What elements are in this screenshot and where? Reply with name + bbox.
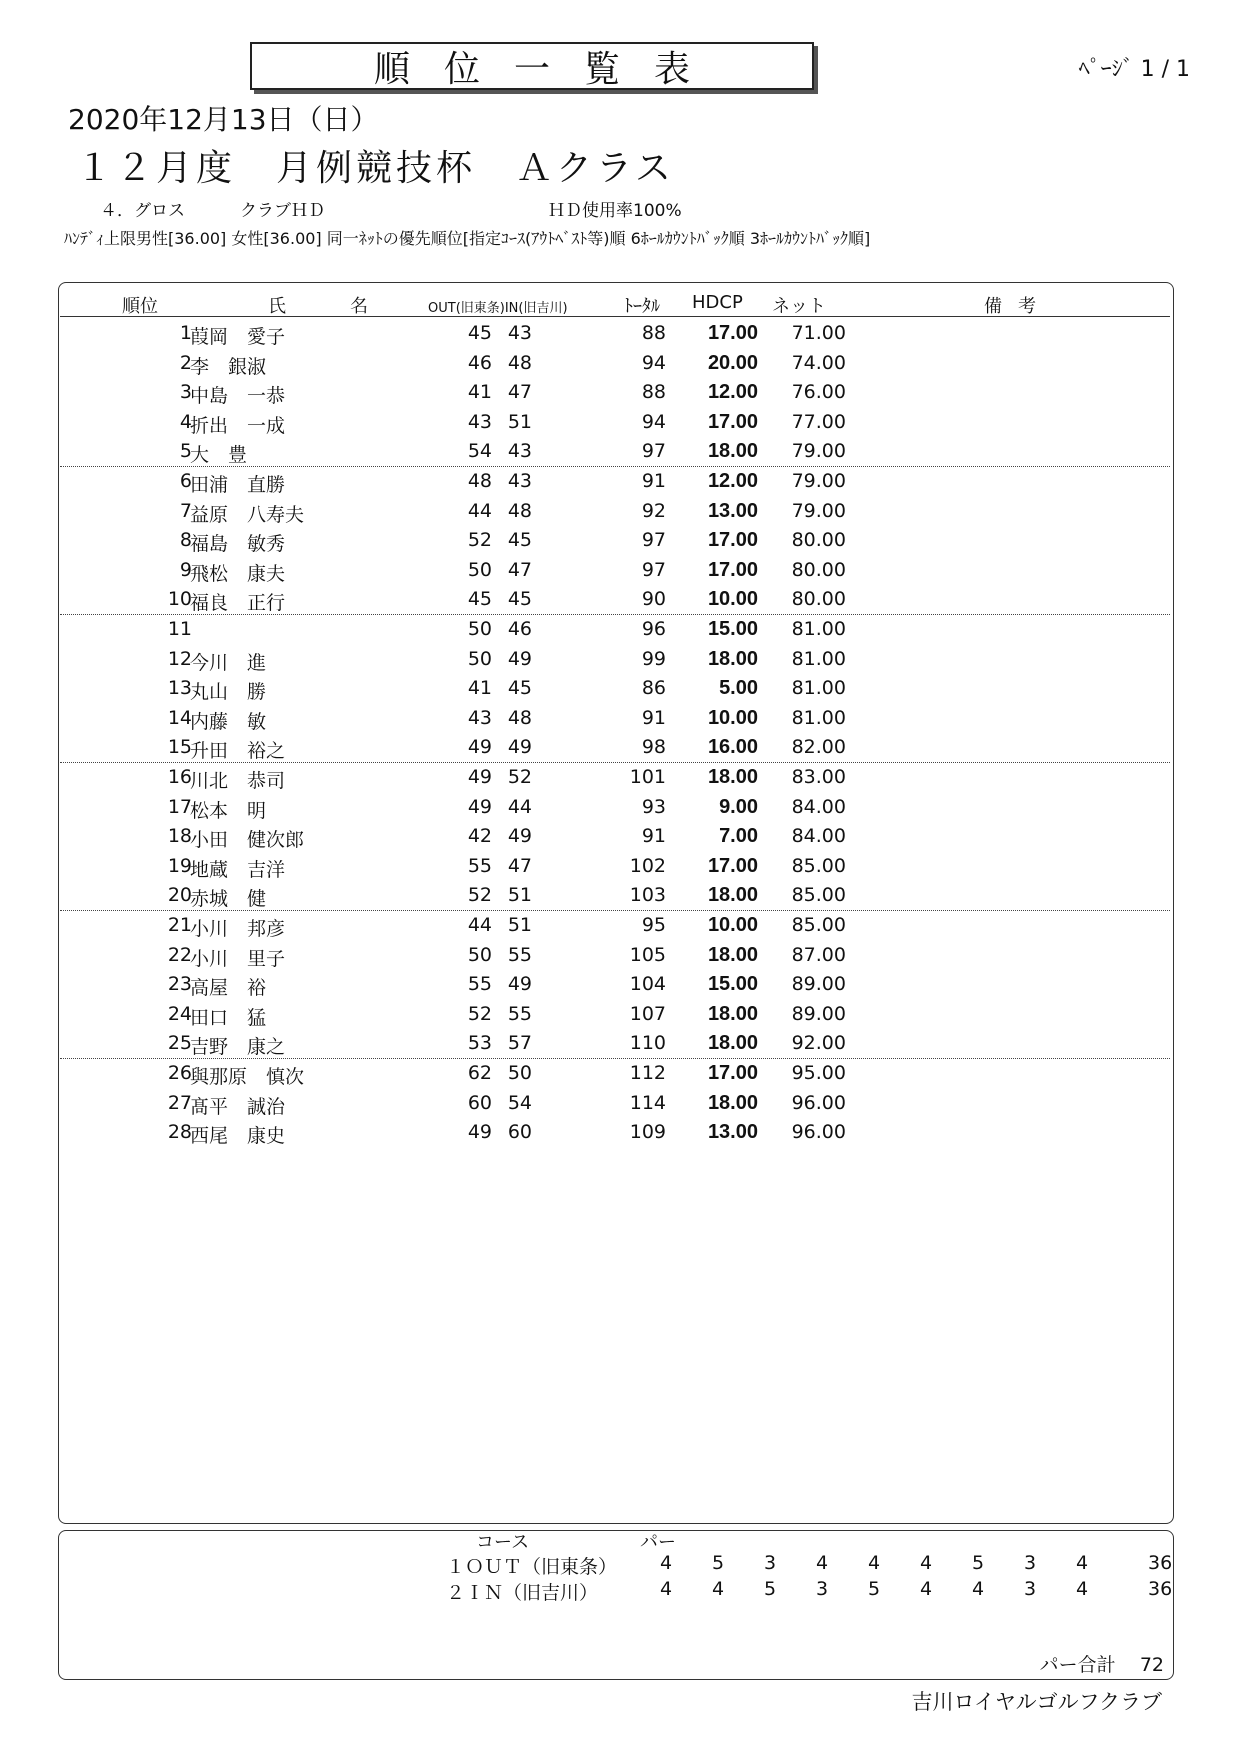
hdcp-value: 18.00 xyxy=(707,943,758,966)
table-row xyxy=(60,584,1170,614)
total-score: 104 xyxy=(629,973,666,996)
hole-par: 4 xyxy=(1076,1552,1089,1574)
player-name: 高屋 裕 xyxy=(190,977,267,1000)
rank-cell: 10 xyxy=(167,588,192,611)
table-row xyxy=(60,436,1170,466)
out-score: 50 xyxy=(467,943,492,966)
hdcp-value: 17.00 xyxy=(707,322,758,344)
hdcp-value: 20.00 xyxy=(707,351,758,374)
in-score: 47 xyxy=(507,558,532,581)
header-name-2: 名 xyxy=(350,296,368,317)
net-score: 84.00 xyxy=(791,795,846,818)
out-score: 50 xyxy=(467,647,492,670)
hdcp-value: 15.00 xyxy=(707,618,758,640)
player-name: 地蔵 吉洋 xyxy=(190,858,286,881)
net-score: 79.00 xyxy=(791,440,846,463)
hdcp-value: 15.00 xyxy=(707,973,758,996)
header-out-in: OUT(旧東条)IN(旧吉川) xyxy=(428,301,568,316)
net-score: 96.00 xyxy=(791,1091,846,1114)
hdcp-value: 17.00 xyxy=(707,1062,758,1084)
total-score: 98 xyxy=(641,736,666,759)
table-row xyxy=(60,910,1170,940)
rank-cell: 11 xyxy=(167,618,192,640)
in-score: 50 xyxy=(507,1062,532,1084)
total-score: 97 xyxy=(641,558,666,581)
out-score: 49 xyxy=(467,766,492,788)
hdcp-value: 17.00 xyxy=(707,854,758,877)
net-score: 89.00 xyxy=(791,1002,846,1025)
table-row xyxy=(60,1117,1170,1147)
out-score: 54 xyxy=(467,440,492,463)
player-name: 李 銀淑 xyxy=(190,355,267,378)
par-header: パー xyxy=(640,1532,676,1553)
hole-par: 4 xyxy=(712,1578,725,1600)
out-score: 52 xyxy=(467,1002,492,1025)
out-score: 41 xyxy=(467,381,492,404)
player-name: 升田 裕之 xyxy=(190,740,286,763)
in-score: 52 xyxy=(507,766,532,788)
player-name: 小川 里子 xyxy=(190,947,286,970)
net-score: 81.00 xyxy=(791,677,846,700)
total-score: 97 xyxy=(641,529,666,552)
total-score: 110 xyxy=(629,1032,666,1055)
rank-cell: 16 xyxy=(167,766,192,788)
tiebreak-rule: ﾊﾝﾃﾞｨ上限男性[36.00] 女性[36.00] 同一ﾈｯﾄの優先順位[指定ｺｰｽ(ｱｳﾄﾍﾞｽﾄ等)順 6ﾎｰﾙｶｳﾝﾄﾊﾞｯｸ順 3ﾎｰﾙｶｳﾝﾄﾊﾞｯｸ順] xyxy=(64,229,871,248)
table-row xyxy=(60,940,1170,970)
table-row xyxy=(60,851,1170,881)
in-score: 49 xyxy=(507,647,532,670)
in-score: 47 xyxy=(507,381,532,404)
total-score: 91 xyxy=(641,470,666,492)
rank-cell: 14 xyxy=(167,706,192,729)
rank-cell: 21 xyxy=(167,914,192,936)
hole-par: 3 xyxy=(764,1552,777,1574)
in-score: 45 xyxy=(507,677,532,700)
rank-cell: 2 xyxy=(179,351,192,374)
scoring-method: ４．グロス xyxy=(100,201,185,221)
net-score: 81.00 xyxy=(791,706,846,729)
total-score: 112 xyxy=(629,1062,666,1084)
net-score: 87.00 xyxy=(791,943,846,966)
net-score: 84.00 xyxy=(791,825,846,848)
hole-par: 3 xyxy=(1024,1578,1037,1600)
course-row xyxy=(60,1578,1173,1608)
page-number: ﾍﾟｰｼﾞ 1 / 1 xyxy=(1078,57,1190,82)
table-row xyxy=(60,673,1170,703)
header-remarks-2: 考 xyxy=(1018,296,1036,317)
out-score: 44 xyxy=(467,499,492,522)
hdcp-value: 17.00 xyxy=(707,410,758,433)
total-score: 102 xyxy=(629,854,666,877)
total-score: 86 xyxy=(641,677,666,700)
hdcp-value: 18.00 xyxy=(707,884,758,907)
title-box xyxy=(250,42,814,90)
player-name: 赤城 健 xyxy=(190,888,267,911)
table-row xyxy=(60,377,1170,407)
table-row xyxy=(60,525,1170,555)
player-name: 今川 進 xyxy=(190,651,267,674)
hdcp-value: 18.00 xyxy=(707,1091,758,1114)
rank-cell: 19 xyxy=(167,854,192,877)
in-score: 55 xyxy=(507,1002,532,1025)
in-score: 45 xyxy=(507,588,532,611)
net-score: 85.00 xyxy=(791,884,846,907)
out-score: 52 xyxy=(467,884,492,907)
table-row xyxy=(60,880,1170,910)
table-row xyxy=(60,644,1170,674)
hole-par: 5 xyxy=(868,1578,881,1600)
total-score: 105 xyxy=(629,943,666,966)
course-par-total: 36 xyxy=(1148,1578,1173,1600)
net-score: 79.00 xyxy=(791,499,846,522)
hdcp-value: 13.00 xyxy=(707,1121,758,1144)
total-score: 109 xyxy=(629,1121,666,1144)
total-score: 94 xyxy=(641,351,666,374)
out-score: 62 xyxy=(467,1062,492,1084)
header-total: ﾄｰﾀﾙ xyxy=(624,296,660,317)
in-score: 45 xyxy=(507,529,532,552)
out-score: 44 xyxy=(467,914,492,936)
hdcp-value: 12.00 xyxy=(707,470,758,492)
header-hdcp: HDCP xyxy=(692,292,743,313)
rank-cell: 26 xyxy=(167,1062,192,1084)
rank-cell: 7 xyxy=(179,499,192,522)
out-score: 43 xyxy=(467,410,492,433)
course-name: ２ＩＮ（旧吉川） xyxy=(446,1582,599,1604)
net-score: 74.00 xyxy=(791,351,846,374)
table-row xyxy=(60,703,1170,733)
total-score: 95 xyxy=(641,914,666,936)
rank-cell: 9 xyxy=(179,558,192,581)
player-name: 福島 敏秀 xyxy=(190,533,286,556)
hdcp-value: 18.00 xyxy=(707,1002,758,1025)
rank-cell: 22 xyxy=(167,943,192,966)
rank-cell: 8 xyxy=(179,529,192,552)
in-score: 43 xyxy=(507,470,532,492)
hole-par: 4 xyxy=(660,1552,673,1574)
out-score: 48 xyxy=(467,470,492,492)
player-name: 田口 猛 xyxy=(190,1006,267,1029)
player-name: 髙平 誠治 xyxy=(190,1095,286,1118)
rank-cell: 13 xyxy=(167,677,192,700)
hdcp-value: 18.00 xyxy=(707,766,758,788)
total-score: 93 xyxy=(641,795,666,818)
hole-par: 4 xyxy=(816,1552,829,1574)
rank-cell: 25 xyxy=(167,1032,192,1055)
hole-par: 5 xyxy=(764,1578,777,1600)
net-score: 85.00 xyxy=(791,854,846,877)
table-row xyxy=(60,969,1170,999)
player-name: 丸山 勝 xyxy=(190,681,267,704)
out-score: 49 xyxy=(467,736,492,759)
out-score: 45 xyxy=(467,588,492,611)
net-score: 92.00 xyxy=(791,1032,846,1055)
net-score: 80.00 xyxy=(791,588,846,611)
total-score: 97 xyxy=(641,440,666,463)
table-row xyxy=(60,821,1170,851)
in-score: 51 xyxy=(507,410,532,433)
out-score: 49 xyxy=(467,1121,492,1144)
event-date: 2020年12月13日（日） xyxy=(68,103,379,136)
table-row xyxy=(60,348,1170,378)
player-name: 吉野 康之 xyxy=(190,1036,286,1059)
hdcp-value: 18.00 xyxy=(707,647,758,670)
in-score: 43 xyxy=(507,440,532,463)
hdcp-value: 5.00 xyxy=(719,677,758,700)
par-total xyxy=(1040,1650,1164,1677)
course-name: １ＯＵＴ（旧東条） xyxy=(446,1556,618,1578)
in-score: 51 xyxy=(507,884,532,907)
hdcp-value: 12.00 xyxy=(707,381,758,404)
net-score: 85.00 xyxy=(791,914,846,936)
table-row xyxy=(60,1028,1170,1058)
out-score: 50 xyxy=(467,618,492,640)
rank-cell: 5 xyxy=(179,440,192,463)
player-name: 内藤 敏 xyxy=(190,710,267,733)
net-score: 77.00 xyxy=(791,410,846,433)
rank-cell: 12 xyxy=(167,647,192,670)
net-score: 80.00 xyxy=(791,529,846,552)
hdcp-value: 17.00 xyxy=(707,529,758,552)
hdcp-value: 9.00 xyxy=(719,795,758,818)
player-name: 益原 八寿夫 xyxy=(190,503,305,526)
player-name: 葭岡 愛子 xyxy=(190,326,286,348)
net-score: 96.00 xyxy=(791,1121,846,1144)
hdcp-value: 7.00 xyxy=(719,825,758,848)
in-score: 51 xyxy=(507,914,532,936)
rank-cell: 27 xyxy=(167,1091,192,1114)
table-row xyxy=(60,407,1170,437)
out-score: 55 xyxy=(467,973,492,996)
total-score: 101 xyxy=(629,766,666,788)
header-net: ネット xyxy=(772,296,826,317)
hole-par: 4 xyxy=(1076,1578,1089,1600)
out-score: 46 xyxy=(467,351,492,374)
hole-par: 4 xyxy=(868,1552,881,1574)
total-score: 90 xyxy=(641,588,666,611)
table-row xyxy=(60,762,1170,792)
in-score: 49 xyxy=(507,973,532,996)
net-score: 80.00 xyxy=(791,558,846,581)
net-score: 81.00 xyxy=(791,618,846,640)
player-name: 小川 邦彦 xyxy=(190,918,286,940)
rank-cell: 4 xyxy=(179,410,192,433)
competition-name: １２月度 月例競技杯 Ａクラス xyxy=(76,148,675,189)
header-divider xyxy=(60,316,1170,317)
out-score: 53 xyxy=(467,1032,492,1055)
table-row xyxy=(60,1088,1170,1118)
in-score: 60 xyxy=(507,1121,532,1144)
total-score: 114 xyxy=(629,1091,666,1114)
in-score: 48 xyxy=(507,499,532,522)
in-score: 49 xyxy=(507,736,532,759)
hdcp-value: 10.00 xyxy=(707,914,758,936)
out-score: 41 xyxy=(467,677,492,700)
rank-cell: 18 xyxy=(167,825,192,848)
in-score: 48 xyxy=(507,706,532,729)
out-score: 55 xyxy=(467,854,492,877)
header-remarks-1: 備 xyxy=(984,296,1002,317)
total-score: 107 xyxy=(629,1002,666,1025)
hole-par: 5 xyxy=(712,1552,725,1574)
player-name: 田浦 直勝 xyxy=(190,474,286,496)
hole-par: 4 xyxy=(972,1578,985,1600)
total-score: 103 xyxy=(629,884,666,907)
player-name: 西尾 康史 xyxy=(190,1125,286,1148)
net-score: 89.00 xyxy=(791,973,846,996)
table-row xyxy=(60,496,1170,526)
player-name: 大 豊 xyxy=(190,444,248,467)
hdcp-value: 10.00 xyxy=(707,588,758,611)
hole-par: 4 xyxy=(920,1552,933,1574)
table-row xyxy=(60,614,1170,644)
total-score: 96 xyxy=(641,618,666,640)
table-row xyxy=(60,999,1170,1029)
rank-cell: 1 xyxy=(179,322,192,344)
rank-cell: 6 xyxy=(179,470,192,492)
hdcp-value: 17.00 xyxy=(707,558,758,581)
total-score: 94 xyxy=(641,410,666,433)
rank-cell: 20 xyxy=(167,884,192,907)
table-row xyxy=(60,318,1170,348)
in-score: 55 xyxy=(507,943,532,966)
handicap-type: クラブＨＤ xyxy=(240,201,325,221)
player-name: 折出 一成 xyxy=(190,414,286,437)
hdcp-value: 18.00 xyxy=(707,1032,758,1055)
in-score: 57 xyxy=(507,1032,532,1055)
hdcp-value: 10.00 xyxy=(707,706,758,729)
out-score: 50 xyxy=(467,558,492,581)
net-score: 79.00 xyxy=(791,470,846,492)
table-row xyxy=(60,792,1170,822)
net-score: 83.00 xyxy=(791,766,846,788)
out-score: 43 xyxy=(467,706,492,729)
in-score: 48 xyxy=(507,351,532,374)
total-score: 99 xyxy=(641,647,666,670)
player-name: 飛松 康夫 xyxy=(190,562,286,585)
club-name: 吉川ロイヤルゴルフクラブ xyxy=(911,1690,1162,1714)
in-score: 44 xyxy=(507,795,532,818)
in-score: 46 xyxy=(507,618,532,640)
net-score: 82.00 xyxy=(791,736,846,759)
hdcp-value: 16.00 xyxy=(707,736,758,759)
player-name: 川北 恭司 xyxy=(190,770,286,792)
rank-cell: 28 xyxy=(167,1121,192,1144)
total-score: 88 xyxy=(641,322,666,344)
net-score: 81.00 xyxy=(791,647,846,670)
player-name: 中島 一恭 xyxy=(190,385,286,408)
net-score: 76.00 xyxy=(791,381,846,404)
player-name: 小田 健次郎 xyxy=(190,829,305,852)
table-row xyxy=(60,466,1170,496)
hole-par: 3 xyxy=(816,1578,829,1600)
out-score: 49 xyxy=(467,795,492,818)
course-header: コース xyxy=(476,1532,530,1553)
in-score: 47 xyxy=(507,854,532,877)
rank-cell: 17 xyxy=(167,795,192,818)
in-score: 43 xyxy=(507,322,532,344)
page-title: 順位一覧表 xyxy=(373,48,724,90)
in-score: 49 xyxy=(507,825,532,848)
course-par-total: 36 xyxy=(1148,1552,1173,1574)
handicap-usage: ＨＤ使用率100% xyxy=(548,201,682,221)
hdcp-value: 18.00 xyxy=(707,440,758,463)
net-score: 95.00 xyxy=(791,1062,846,1084)
rank-cell: 23 xyxy=(167,973,192,996)
par-total-label: パー合計 xyxy=(1039,1654,1116,1676)
out-score: 42 xyxy=(467,825,492,848)
par-total-value: 72 xyxy=(1139,1654,1164,1676)
table-row xyxy=(60,732,1170,762)
rank-cell: 15 xyxy=(167,736,192,759)
hole-par: 4 xyxy=(660,1578,673,1600)
header-rank: 順位 xyxy=(122,296,158,317)
player-name: 松本 明 xyxy=(190,799,267,822)
header-name-1: 氏 xyxy=(268,296,286,317)
hdcp-value: 13.00 xyxy=(707,499,758,522)
hole-par: 4 xyxy=(920,1578,933,1600)
table-row xyxy=(60,555,1170,585)
net-score: 71.00 xyxy=(791,322,846,344)
table-row xyxy=(60,1058,1170,1088)
total-score: 92 xyxy=(641,499,666,522)
out-score: 60 xyxy=(467,1091,492,1114)
rank-cell: 24 xyxy=(167,1002,192,1025)
player-name: 與那原 慎次 xyxy=(190,1066,305,1088)
rank-cell: 3 xyxy=(179,381,192,404)
in-score: 54 xyxy=(507,1091,532,1114)
total-score: 91 xyxy=(641,706,666,729)
hole-par: 3 xyxy=(1024,1552,1037,1574)
total-score: 91 xyxy=(641,825,666,848)
hole-par: 5 xyxy=(972,1552,985,1574)
out-score: 45 xyxy=(467,322,492,344)
total-score: 88 xyxy=(641,381,666,404)
out-score: 52 xyxy=(467,529,492,552)
player-name: 福良 正行 xyxy=(190,592,286,615)
